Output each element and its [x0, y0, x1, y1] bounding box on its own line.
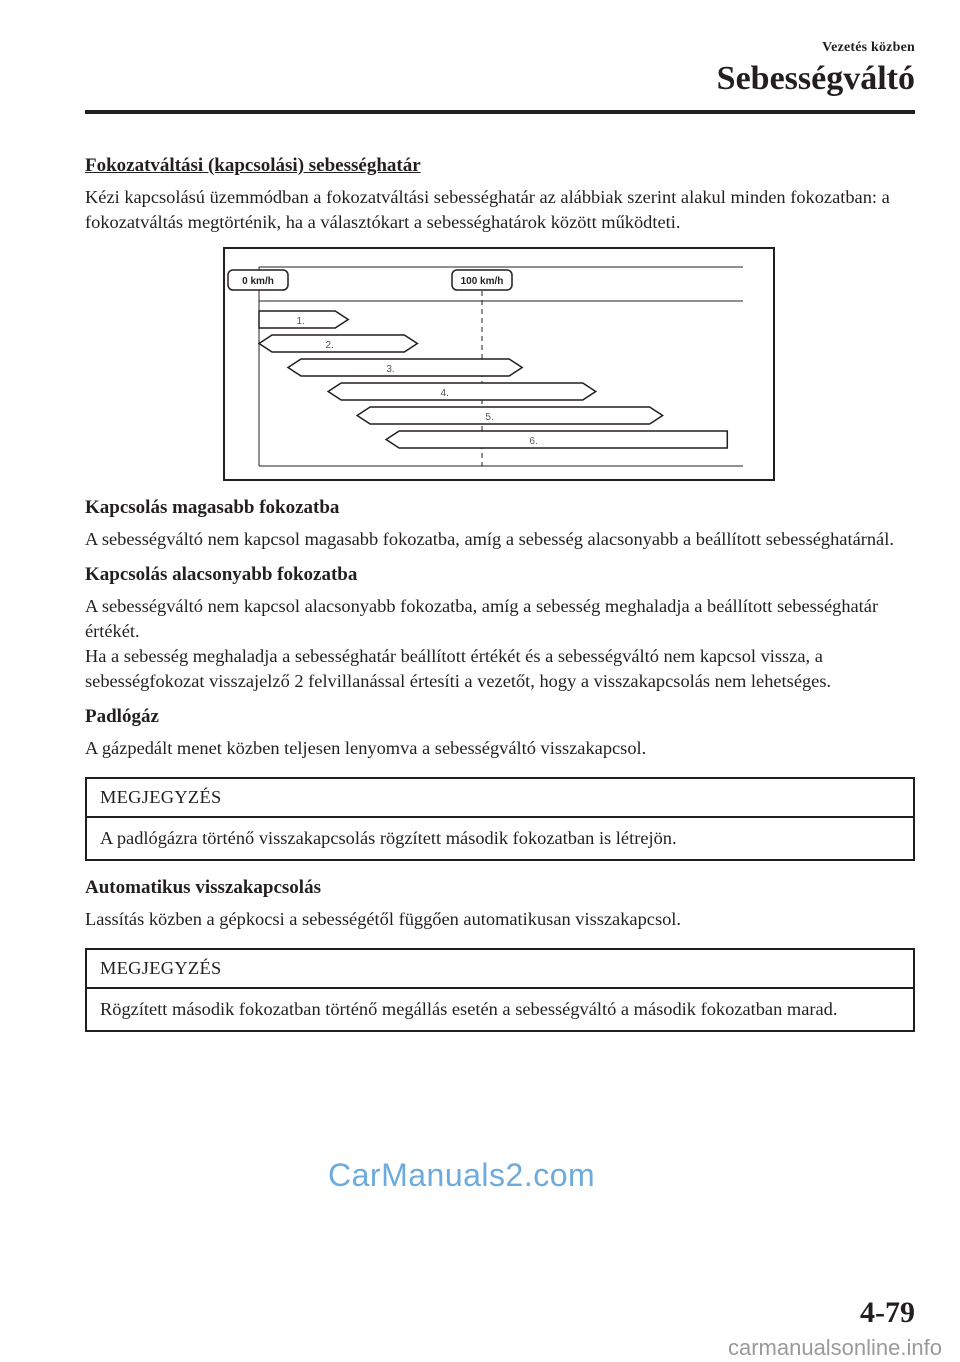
section-heading-shift-limit: Fokozatváltási (kapcsolási) sebességhatár: [85, 155, 421, 176]
gear-label-1: 1.: [296, 316, 305, 327]
gear-bar-3: [288, 359, 522, 376]
upshift-heading: Kapcsolás magasabb fokozatba: [85, 497, 340, 518]
gear-bar-4: [328, 383, 596, 400]
gear-label-6: 6.: [529, 436, 538, 447]
downshift-text-2: Ha a sebesség meghaladja a sebességhatár beállított értékét és a sebességváltó nem kapcsol vissza, a sebességfokozat visszajelző 2 felvillanással értesíti a vezetőt, hogy a visszakapcsolás nem lehetséges.: [85, 646, 832, 691]
axis-label-1: 100 km/h: [460, 276, 504, 287]
auto-downshift-text: Lassítás közben a gépkocsi a sebességétől függően automatikusan visszakapcsol.: [85, 909, 681, 929]
gear-label-5: 5.: [485, 412, 494, 423]
gear-speed-diagram: [223, 247, 775, 481]
header-rule: [85, 110, 915, 114]
gear-label-3: 3.: [386, 364, 395, 375]
intro-paragraph: Kézi kapcsolású üzemmódban a fokozatváltási sebességhatár az alábbiak szerint alakul minden fokozatban: a fokozatváltás megtörténik, ha a választókart a sebességhatárok között működteti.: [85, 187, 890, 232]
note-text-2: Rögzített második fokozatban történő megállás esetén a sebességváltó a második fokozatban marad.: [100, 999, 838, 1019]
gear-label-4: 4.: [440, 388, 449, 399]
auto-downshift-heading: Automatikus visszakapcsolás: [85, 877, 321, 898]
axis-label-0: 0 km/h: [242, 276, 274, 287]
upshift-text: A sebességváltó nem kapcsol magasabb fokozatba, amíg a sebesség alacsonyabb a beállított sebességhatárnál.: [85, 529, 894, 549]
downshift-text-1: A sebességváltó nem kapcsol alacsonyabb fokozatba, amíg a sebesség meghaladja a beállított sebességhatár értékét.: [85, 596, 879, 641]
note-title-2: MEGJEGYZÉS: [87, 950, 913, 989]
gear-bar-2: [259, 335, 417, 352]
kickdown-text: A gázpedált menet közben teljesen lenyomva a sebességváltó visszakapcsol.: [85, 738, 647, 758]
page-number: 4-79: [860, 1296, 915, 1329]
note-text-1: A padlógázra történő visszakapcsolás rögzített második fokozatban is létrejön.: [100, 828, 677, 848]
header-section: Vezetés közben: [822, 40, 915, 55]
note-title-1: MEGJEGYZÉS: [87, 779, 913, 818]
page-content: [85, 155, 915, 1048]
footer-link[interactable]: carmanualsonline.info: [727, 1335, 942, 1360]
gear-speed-chart: [225, 249, 773, 479]
gear-bar-6: [386, 431, 727, 448]
gear-label-2: 2.: [325, 340, 334, 351]
note-box-2: [85, 948, 915, 1032]
header-title: Sebességváltó: [716, 60, 915, 97]
note-box-1: [85, 777, 915, 861]
kickdown-heading: Padlógáz: [85, 706, 159, 727]
gear-bar-5: [357, 407, 663, 424]
watermark: CarManuals2.com: [328, 1157, 596, 1193]
downshift-heading: Kapcsolás alacsonyabb fokozatba: [85, 564, 358, 585]
